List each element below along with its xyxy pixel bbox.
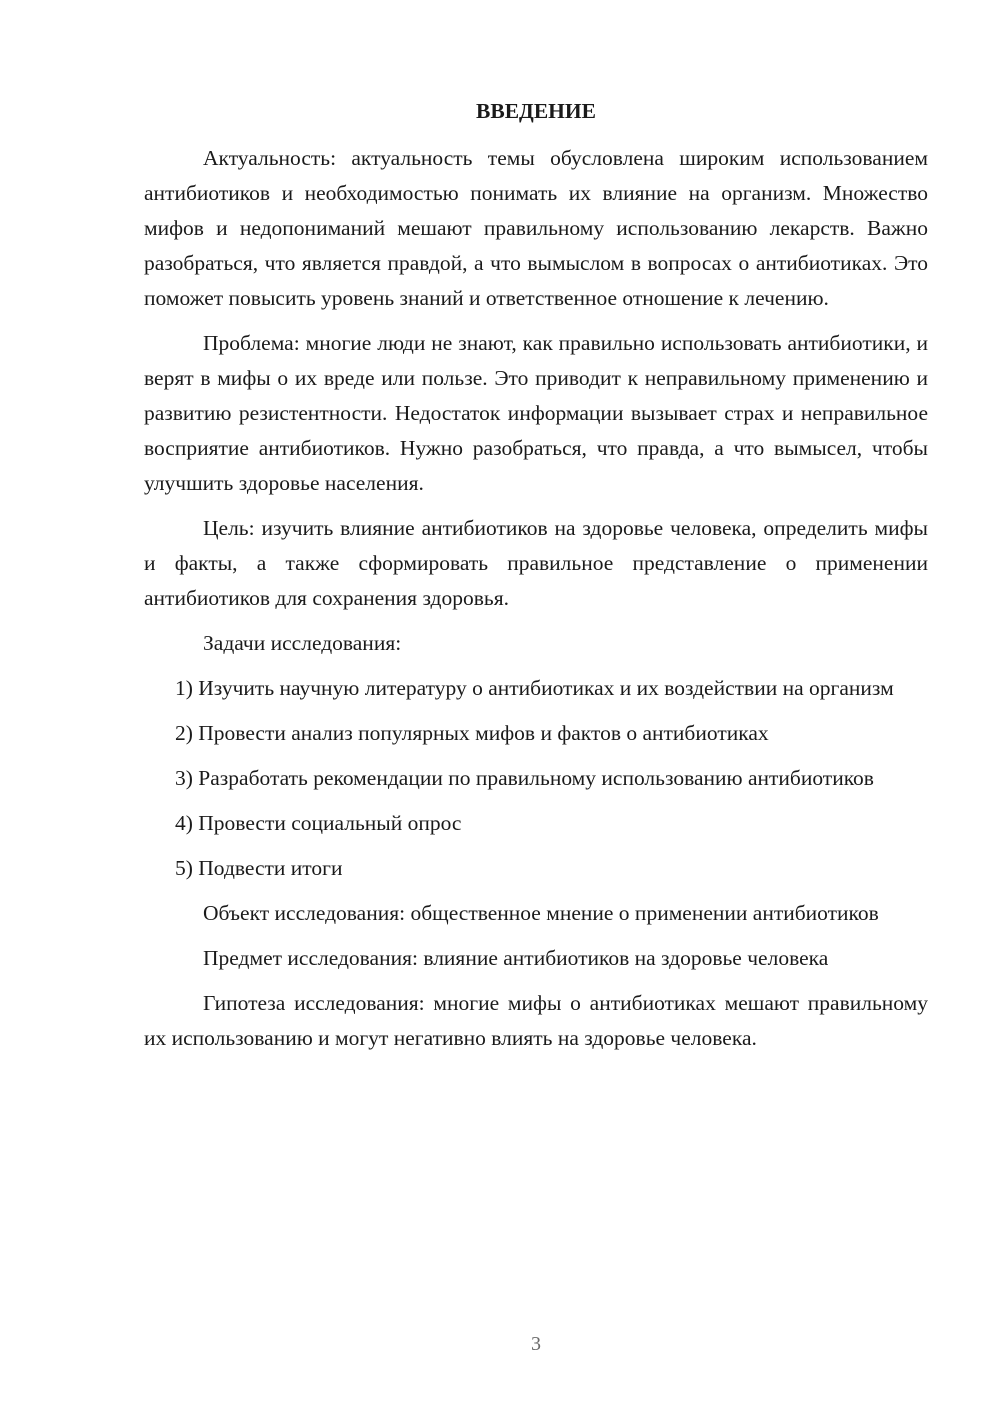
task-item-2: 2) Провести анализ популярных мифов и фактов о антибиотиках	[175, 721, 769, 745]
object-paragraph: Объект исследования: общественное мнение о применении антибиотиков	[203, 901, 879, 925]
task-item-1: 1) Изучить научную литературу о антибиотиках и их воздействии на организм	[175, 676, 894, 700]
relevance-paragraph: Актуальность: актуальность темы обусловлена широким использованием антибиотиков и необходимостью понимать их влияние на организм. Множество мифов и недопониманий мешают правильному использованию лекарств. Важно разобраться, что является правдой, а что вымыслом в вопросах о антибиотиках. Это поможет повысить уровень знаний и ответственное отношение к лечению.	[144, 146, 928, 310]
tasks-heading: Задачи исследования:	[203, 631, 402, 655]
section-title: ВВЕДЕНИЕ	[476, 99, 596, 123]
page-content	[144, 94, 928, 1066]
goal-paragraph: Цель: изучить влияние антибиотиков на здоровье человека, определить мифы и факты, а также сформировать правильное представление о применении антибиотиков для сохранения здоровья.	[144, 516, 928, 610]
task-item-5: 5) Подвести итоги	[175, 856, 343, 880]
hypothesis-paragraph: Гипотеза исследования: многие мифы о антибиотиках мешают правильному их использованию и могут негативно влиять на здоровье человека.	[144, 991, 928, 1050]
subject-paragraph: Предмет исследования: влияние антибиотиков на здоровье человека	[203, 946, 829, 970]
problem-paragraph: Проблема: многие люди не знают, как правильно использовать антибиотики, и верят в мифы о их вреде или пользе. Это приводит к неправильному применению и развитию резистентности. Недостаток информации вызывает страх и неправильное восприятие антибиотиков. Нужно разобраться, что правда, а что вымысел, чтобы улучшить здоровье населения.	[144, 331, 928, 495]
page-number: 3	[531, 1333, 541, 1355]
task-item-3: 3) Разработать рекомендации по правильному использованию антибиотиков	[175, 766, 874, 790]
task-item-4: 4) Провести социальный опрос	[175, 811, 462, 835]
